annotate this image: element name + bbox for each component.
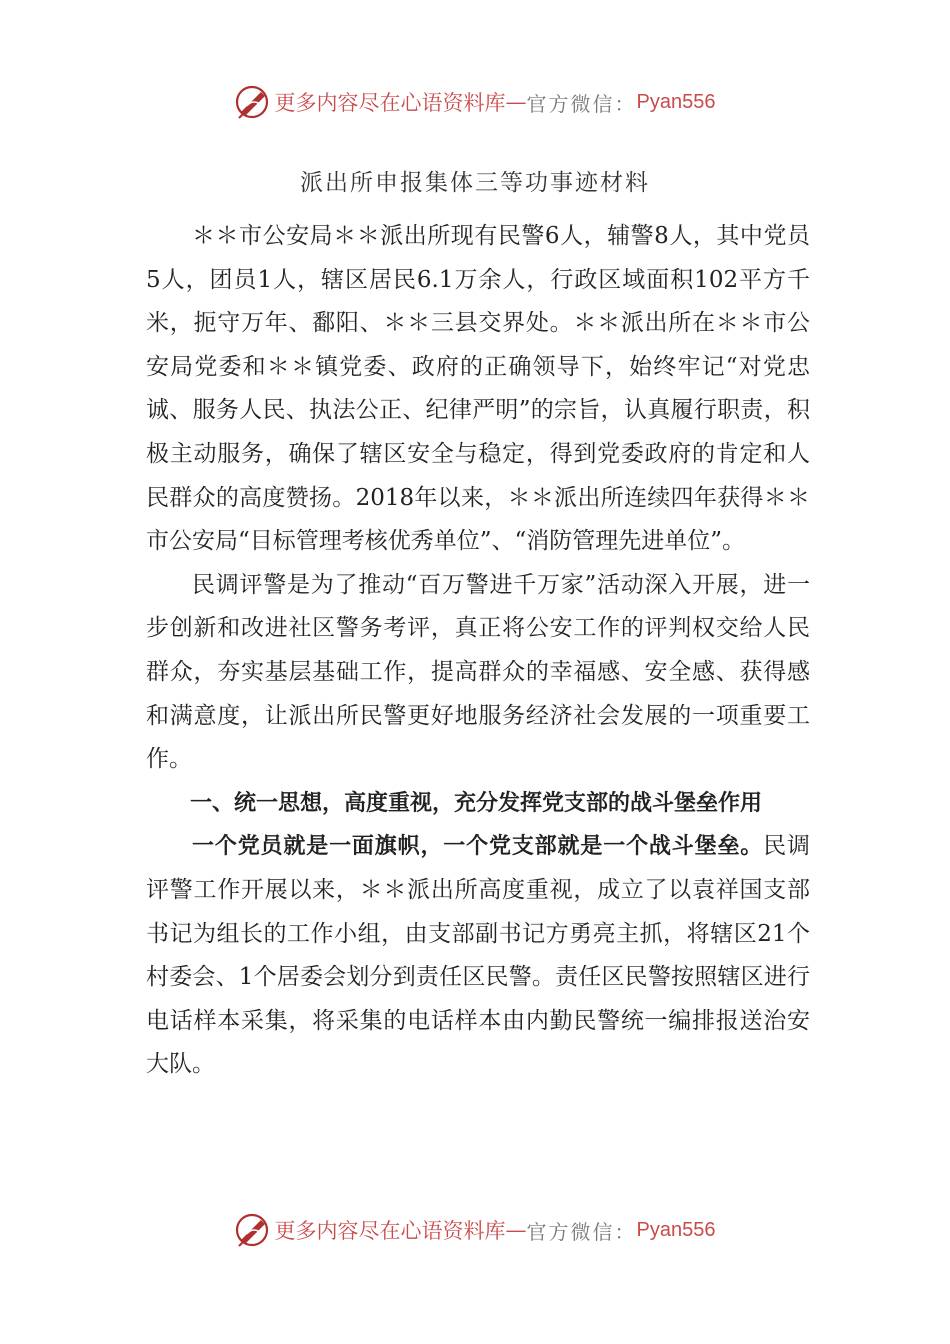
footer-banner xyxy=(0,1208,950,1252)
paragraph-2: 民调评警是为了推动“百万警进千万家”活动深入开展，进一步创新和改进社区警务考评，真正将公安工作的评判权交给人民群众，夯实基层基础工作，提高群众的幸福感、安全感、获得感和满意度，让派出所民警更好地服务经济社会发展的一项重要工作。 xyxy=(146,571,810,773)
document-title: 派出所申报集体三等功事迹材料 xyxy=(300,170,650,196)
banner-wechat-label: 官方微信： xyxy=(526,1219,637,1244)
paragraph-3-lead: 一个党员就是一面旗帜，一个党支部就是一个战斗堡垒。 xyxy=(192,834,764,860)
banner-wechat-label: 官方微信： xyxy=(526,91,637,116)
banner-wechat-id: Pyan556 xyxy=(636,1218,716,1241)
banner-dash: — xyxy=(505,90,527,114)
banner-brand: 更多内容尽在心语资料库 xyxy=(274,1219,506,1243)
section-heading-1: 一、统一思想，高度重视，充分发挥党支部的战斗堡垒作用 xyxy=(190,790,763,816)
paragraph-1: ＊＊市公安局＊＊派出所现有民警6人，辅警8人，其中党员5人，团员1人，辖区居民6.1万余人，行政区域面积102平方千米，扼守万年、鄱阳、＊＊三县交界处。＊＊派出所在＊＊市公安局党委和＊＊镇党委、政府的正确领导下，始终牢记“对党忠诚、服务人民、执法公正、纪律严明”的宗旨，认真履行职责，积极主动服务，确保了辖区安全与稳定，得到党委政府的肯定和人民群众的高度赞扬。2018年以来，＊＊派出所连续四年获得＊＊市公安局“目标管理考核优秀单位”、“消防管理先进单位”。 xyxy=(146,223,810,555)
document-body xyxy=(146,215,810,1087)
paragraph-3 xyxy=(146,825,810,1087)
banner-wechat-id: Pyan556 xyxy=(636,90,716,113)
banner-brand: 更多内容尽在心语资料库 xyxy=(274,91,506,115)
paragraph-3-body: 民调评警工作开展以来，＊＊派出所高度重视，成立了以袁祥国支部书记为组长的工作小组，由支部副书记方勇亮主抓，将辖区21个村委会、1个居委会划分到责任区民警。责任区民警按照辖区进行电话样本采集，将采集的电话样本由内勤民警统一编排报送治安大队。 xyxy=(146,833,811,1078)
header-banner xyxy=(0,80,950,124)
pen-logo-icon xyxy=(235,1212,271,1248)
pen-logo-icon xyxy=(235,84,271,120)
banner-dash: — xyxy=(505,1218,527,1242)
